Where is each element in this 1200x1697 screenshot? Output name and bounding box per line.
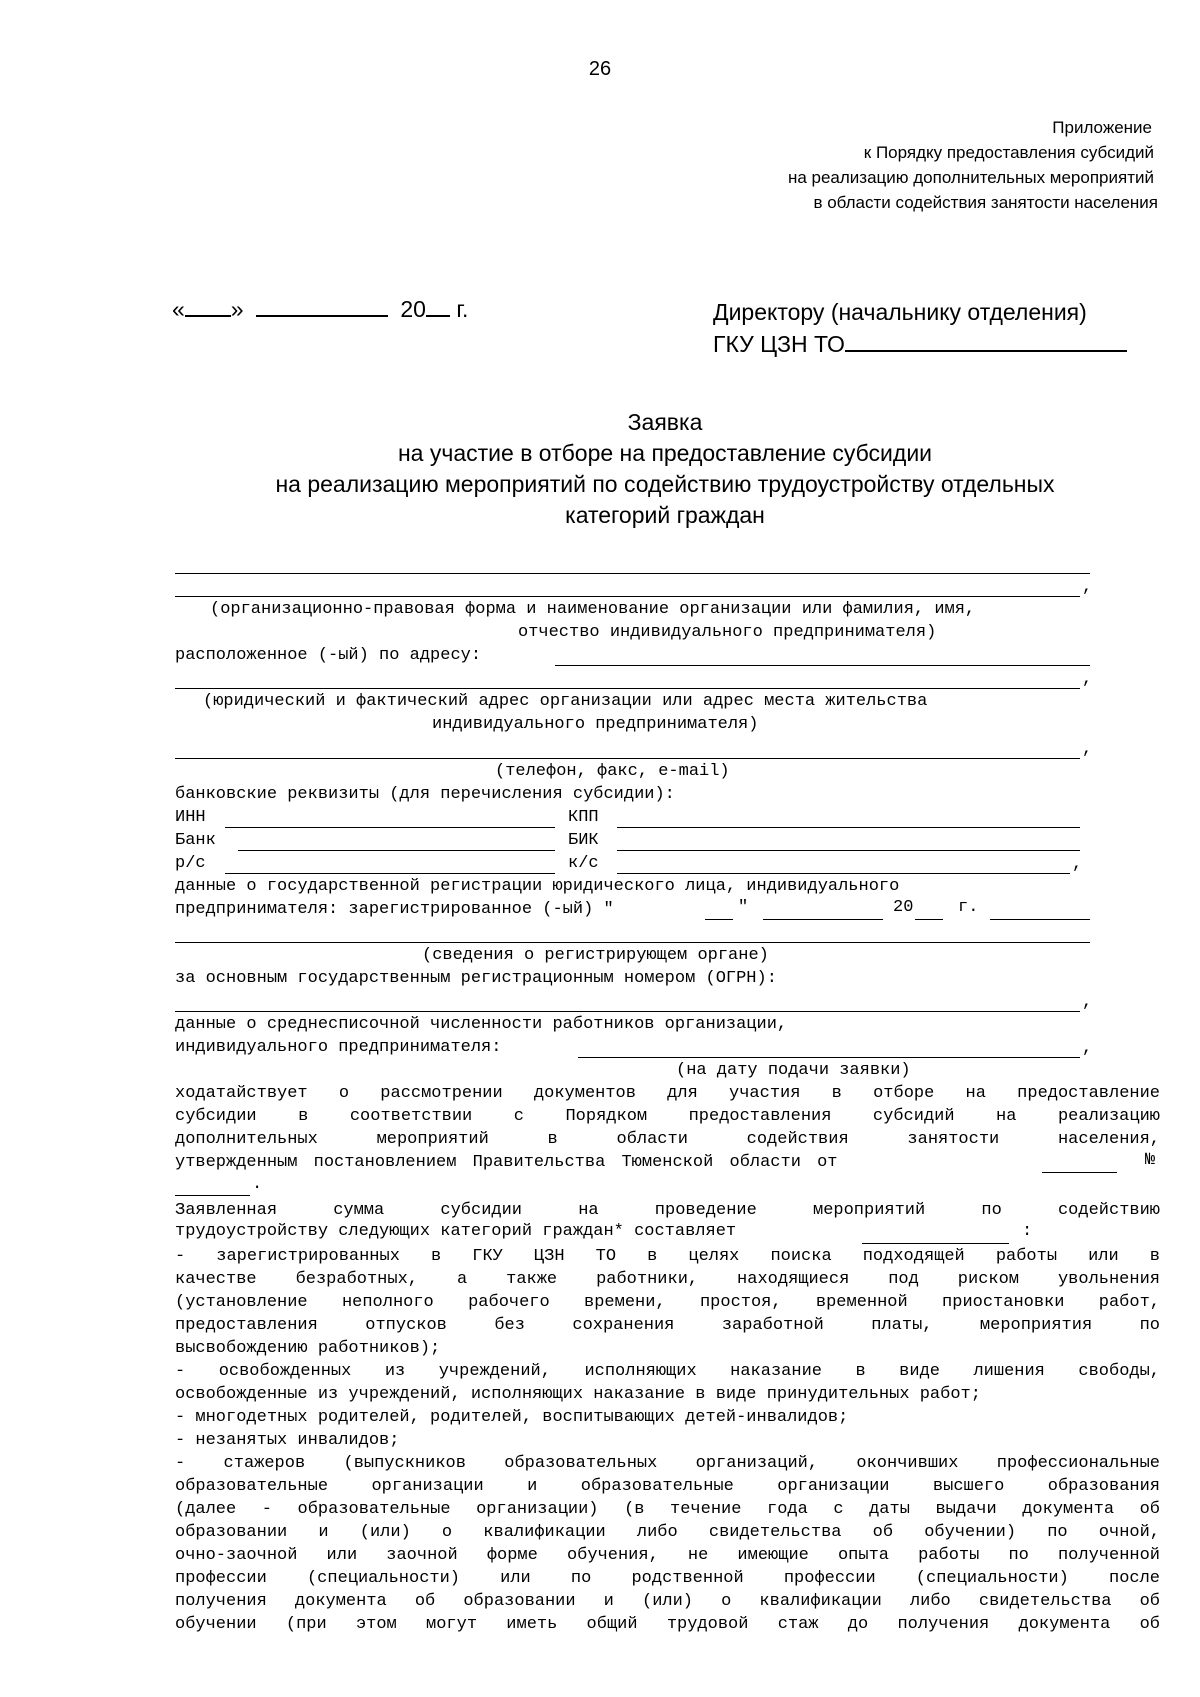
subsidy-amount-input[interactable] bbox=[862, 1243, 1009, 1244]
title-line-3: на реализацию мероприятий по содействию трудоустройству отдельных bbox=[275, 471, 1055, 497]
date-open-quote: « bbox=[172, 296, 185, 322]
registration-year-input[interactable] bbox=[915, 919, 943, 920]
para1-end: . bbox=[252, 1175, 263, 1194]
headcount-line-2: индивидуального предпринимателя: bbox=[175, 1038, 502, 1057]
category-item-line: образовании и (или) о квалификации либо свидетельства об обучении) по очной, bbox=[175, 1523, 1160, 1542]
registration-quote-close: " bbox=[738, 898, 749, 917]
addressee bbox=[713, 296, 1127, 360]
category-item-line: очно-заочной или заочной форме обучения, не имеющие опыта работы по полученной bbox=[175, 1546, 1160, 1565]
phone-hint: (телефон, факс, e-mail) bbox=[495, 762, 730, 781]
ks-input[interactable] bbox=[617, 873, 1070, 874]
inn-input[interactable] bbox=[225, 827, 555, 828]
located-label: расположенное (-ый) по адресу: bbox=[175, 646, 482, 665]
rs-input[interactable] bbox=[225, 873, 555, 874]
comma: , bbox=[1082, 993, 1093, 1012]
page-number: 26 bbox=[588, 58, 612, 80]
date-field[interactable] bbox=[172, 296, 468, 323]
comma: , bbox=[1082, 670, 1093, 689]
annex-block bbox=[598, 115, 1158, 215]
category-item-line: образовательные организации и образовательные организации высшего образования bbox=[175, 1477, 1160, 1496]
para2-line-1: Заявленная сумма субсидии на проведение мероприятий по содействию bbox=[175, 1201, 1160, 1220]
bank-label: Банк bbox=[175, 831, 216, 850]
phone-input[interactable] bbox=[175, 758, 1080, 759]
title-line-2: на участие в отборе на предоставление субсидии bbox=[397, 440, 933, 466]
org-name-line-1[interactable] bbox=[175, 573, 1090, 574]
org-hint-line-2: отчество индивидуального предпринимателя) bbox=[518, 623, 937, 642]
year-prefix: 20 bbox=[400, 296, 426, 322]
registration-year-suffix: г. bbox=[958, 898, 979, 917]
address-hint-line-2: индивидуального предпринимателя) bbox=[432, 715, 759, 734]
category-item-line: - зарегистрированных в ГКУ ЦЗН ТО в целях поиска подходящей работы или в bbox=[175, 1247, 1160, 1266]
number-sign: № bbox=[1145, 1151, 1156, 1170]
para1-line-1: ходатайствует о рассмотрении документов для участия в отборе на предоставление bbox=[175, 1084, 1160, 1103]
annex-line-1: Приложение bbox=[1052, 118, 1152, 137]
category-item-line: (установление неполного рабочего времени, простоя, временной приостановки работ, bbox=[175, 1293, 1160, 1312]
registration-year: 20 bbox=[893, 898, 914, 917]
registration-day-input[interactable] bbox=[705, 919, 733, 920]
para2-colon: : bbox=[1022, 1222, 1033, 1241]
registrar-hint: (сведения о регистрирующем органе) bbox=[422, 946, 769, 965]
comma: , bbox=[1082, 1039, 1093, 1058]
headcount-hint: (на дату подачи заявки) bbox=[676, 1061, 911, 1080]
registration-number-input[interactable] bbox=[990, 919, 1090, 920]
category-item-line: - незанятых инвалидов; bbox=[175, 1431, 400, 1450]
decree-date-input[interactable] bbox=[1042, 1172, 1117, 1173]
ogrn-label: за основным государственным регистрационным номером (ОГРН): bbox=[175, 969, 777, 988]
annex-line-3: на реализацию дополнительных мероприятий bbox=[787, 168, 1154, 187]
comma: , bbox=[1072, 855, 1083, 874]
bank-details-label: банковские реквизиты (для перечисления субсидии): bbox=[175, 785, 675, 804]
org-hint-line-1: (организационно-правовая форма и наименование организации или фамилия, имя, bbox=[210, 600, 976, 619]
category-item-line: (далее - образовательные организации) (в течение года с даты выдачи документа об bbox=[175, 1500, 1160, 1519]
comma: , bbox=[1082, 578, 1093, 597]
center-name-blank[interactable] bbox=[845, 350, 1127, 352]
category-item-line: высвобождению работников); bbox=[175, 1339, 441, 1358]
para1-line-4 bbox=[175, 1151, 1160, 1174]
annex-line-4: в области содействия занятости населения bbox=[813, 193, 1158, 212]
ogrn-input[interactable] bbox=[175, 1011, 1080, 1012]
headcount-input[interactable] bbox=[578, 1057, 1080, 1058]
category-item-line: - стажеров (выпускников образовательных организаций, окончивших профессиональные bbox=[175, 1454, 1160, 1473]
date-close-quote: » bbox=[230, 296, 244, 322]
bank-input[interactable] bbox=[238, 850, 555, 851]
title-line-1: Заявка bbox=[627, 409, 703, 435]
category-item-line: качестве безработных, а также работники, находящиеся под риском увольнения bbox=[175, 1270, 1160, 1289]
day-blank[interactable] bbox=[185, 315, 231, 317]
decree-number-input[interactable] bbox=[175, 1195, 250, 1196]
category-item-line: обучении (при этом могут иметь общий трудовой стаж до получения документа об bbox=[175, 1615, 1160, 1634]
address-hint-line-1: (юридический и фактический адрес организации или адрес места жительства bbox=[203, 692, 928, 711]
org-name-line-2[interactable] bbox=[175, 596, 1080, 597]
rs-label: р/с bbox=[175, 854, 206, 873]
inn-label: ИНН bbox=[175, 808, 206, 827]
application-title bbox=[150, 407, 1180, 531]
category-item-line: получения документа об образовании и (или) о квалификации либо свидетельства об bbox=[175, 1592, 1160, 1611]
para1-line-2: субсидии в соответствии с Порядком предоставления субсидий на реализацию bbox=[175, 1107, 1160, 1126]
bik-input[interactable] bbox=[617, 850, 1080, 851]
address-input-1[interactable] bbox=[555, 665, 1090, 666]
registrar-input[interactable] bbox=[175, 942, 1090, 943]
addressee-line-2: ГКУ ЦЗН ТО bbox=[713, 328, 1127, 360]
category-item-line: профессии (специальности) или по родственной профессии (специальности) после bbox=[175, 1569, 1160, 1588]
month-blank[interactable] bbox=[256, 315, 388, 317]
category-item-line: - многодетных родителей, родителей, воспитывающих детей-инвалидов; bbox=[175, 1408, 849, 1427]
category-item-line: освобожденные из учреждений, исполняющих наказание в виде принудительных работ; bbox=[175, 1385, 981, 1404]
kpp-label: КПП bbox=[568, 808, 599, 827]
registration-line-2: предпринимателя: зарегистрированное (-ый) " bbox=[175, 900, 614, 919]
category-item-line: - освобожденных из учреждений, исполняющих наказание в виде лишения свободы, bbox=[175, 1362, 1160, 1381]
year-blank[interactable] bbox=[426, 315, 450, 317]
addressee-line-1: Директору (начальнику отделения) bbox=[713, 299, 1087, 325]
para1-line-4-text: утвержденным постановлением Правительства Тюменской области от bbox=[175, 1153, 838, 1172]
registration-line-1: данные о государственной регистрации юридического лица, индивидуального bbox=[175, 877, 900, 896]
ks-label: к/с bbox=[568, 854, 599, 873]
registration-month-input[interactable] bbox=[763, 919, 883, 920]
para1-line-3: дополнительных мероприятий в области содействия занятости населения, bbox=[175, 1130, 1160, 1149]
kpp-input[interactable] bbox=[617, 827, 1080, 828]
headcount-line-1: данные о среднесписочной численности работников организации, bbox=[175, 1015, 788, 1034]
comma: , bbox=[1082, 740, 1093, 759]
annex-line-2: к Порядку предоставления субсидий bbox=[863, 143, 1154, 162]
title-line-4: категорий граждан bbox=[565, 502, 765, 528]
address-input-2[interactable] bbox=[175, 688, 1080, 689]
year-suffix: г. bbox=[456, 296, 469, 322]
bik-label: БИК bbox=[568, 831, 599, 850]
para2-line-2: трудоустройству следующих категорий граждан* составляет bbox=[175, 1222, 737, 1241]
category-item-line: предоставления отпусков без сохранения заработной платы, мероприятия по bbox=[175, 1316, 1160, 1335]
